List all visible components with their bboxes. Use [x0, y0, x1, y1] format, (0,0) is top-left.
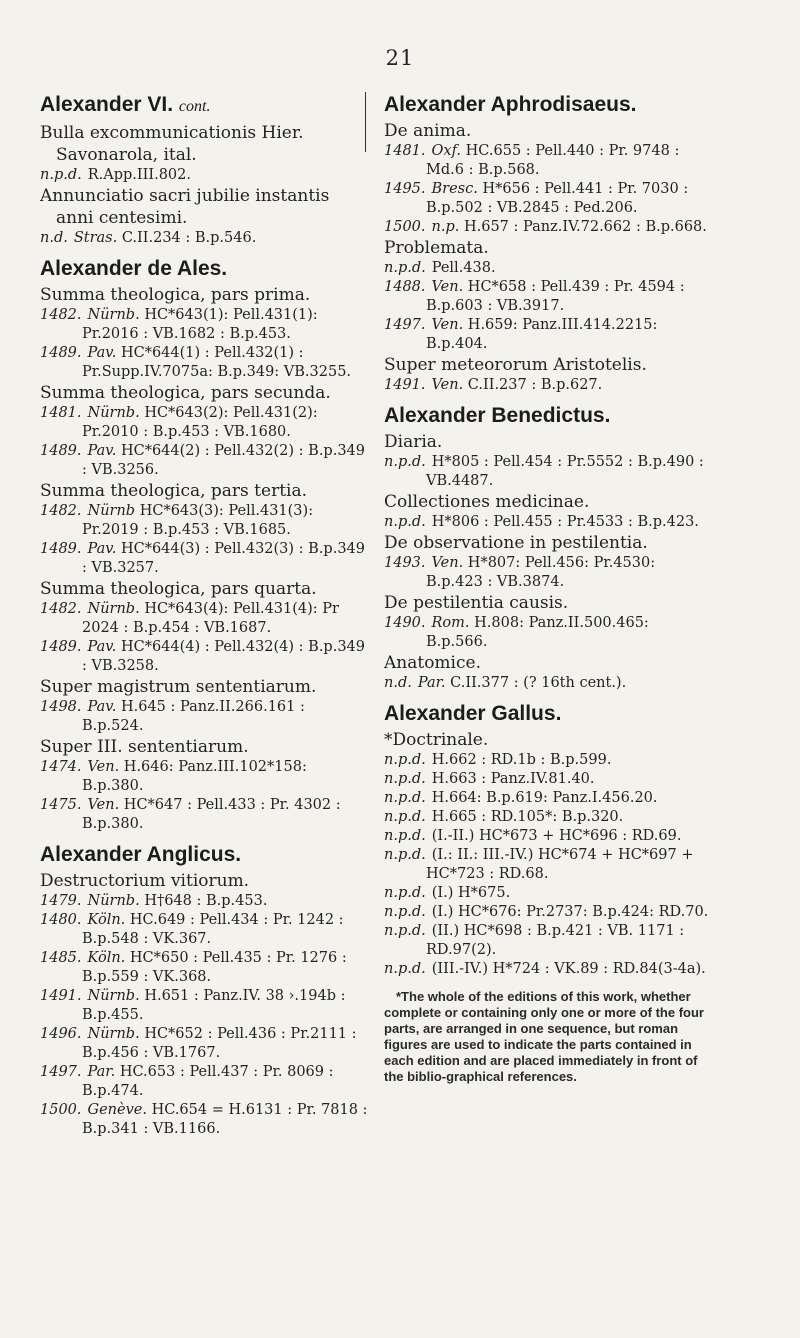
edition-date: n.p.d. [384, 454, 426, 470]
edition-refs: H*806 : Pell.455 : Pr.4533 : B.p.423. [431, 514, 699, 530]
work-title: Summa theologica, pars quarta. [40, 579, 317, 599]
work-title: Collectiones medicinae. [384, 492, 590, 512]
edition-place: Pav. [87, 541, 117, 557]
edition-place: Nürnb. [87, 405, 140, 421]
edition-refs: HC*644(1) : Pell.432(1) : Pr.Supp.IV.7075a: B.p.349: VB.3255. [82, 345, 352, 380]
edition-date: 1489. [40, 345, 82, 361]
work-title: Diaria. [384, 432, 443, 452]
author-name: Alexander de Ales. [40, 257, 228, 280]
edition-refs: HC*652 : Pell.436 : Pr.2111 : B.p.456 : VB.1767. [82, 1026, 357, 1061]
edition-refs: H.664: B.p.619: Panz.I.456.20. [431, 790, 658, 806]
work-title: Super magistrum sententiarum. [40, 677, 317, 697]
edition-date: 1474. [40, 759, 82, 775]
edition-place: Pav. [87, 443, 117, 459]
work-title: De pestilentia causis. [384, 593, 569, 613]
edition-refs: C.II.237 : B.p.627. [467, 377, 603, 393]
edition-date: 1497. [40, 1064, 82, 1080]
edition-entry [40, 344, 370, 382]
edition-entry [40, 166, 370, 185]
edition-entry [40, 1101, 370, 1139]
edition-date: 1500. [40, 1102, 82, 1118]
edition-entry [40, 1025, 370, 1063]
edition-entry [384, 259, 714, 278]
edition-entry [384, 827, 714, 846]
edition-refs: H*805 : Pell.454 : Pr.5552 : B.p.490 : VB.4487. [426, 454, 704, 489]
edition-refs: HC*658 : Pell.439 : Pr. 4594 : B.p.603 : VB.3917. [426, 279, 685, 314]
edition-date: 1489. [40, 541, 82, 557]
edition-refs: H.808: Panz.II.500.465: B.p.566. [426, 615, 649, 650]
edition-date: 1500. [384, 219, 426, 235]
author-heading [384, 699, 714, 729]
edition-refs: (I.) H*675. [431, 885, 511, 901]
edition-refs: H.665 : RD.105*: B.p.320. [431, 809, 624, 825]
edition-entry [40, 540, 370, 578]
edition-date: n.p.d. [384, 771, 426, 787]
edition-refs: H*807: Pell.456: Pr.4530: B.p.423 : VB.3874. [426, 555, 656, 590]
author-name: Alexander Aphrodisaeus. [384, 93, 637, 116]
edition-entry [384, 554, 714, 592]
edition-place: Ven. [87, 759, 120, 775]
edition-entry [40, 306, 370, 344]
work-title: *Doctrinale. [384, 730, 489, 750]
edition-entry [40, 1063, 370, 1101]
edition-refs: HC.655 : Pell.440 : Pr. 9748 : Md.6 : B.p.568. [426, 143, 680, 178]
author-section [384, 699, 714, 1085]
edition-date: n.p.d. [384, 885, 426, 901]
edition-place: n.p. [431, 219, 460, 235]
edition-date: n.p.d. [384, 260, 426, 276]
edition-refs: (I.) HC*676: Pr.2737: B.p.424: RD.70. [431, 904, 709, 920]
work-title: Summa theologica, pars prima. [40, 285, 311, 305]
edition-place: Par. [417, 675, 446, 691]
edition-place: Bresc. [431, 181, 478, 197]
work-title: Bulla excommunicationis Hier. Savonarola, ital. [40, 123, 304, 165]
work-title: Destructorium vitiorum. [40, 871, 250, 891]
edition-refs: (I.-II.) HC*673 + HC*696 : RD.69. [431, 828, 682, 844]
edition-date: 1498. [40, 699, 82, 715]
edition-entry [384, 218, 714, 237]
edition-refs: HC*644(3) : Pell.432(3) : B.p.349 : VB.3257. [82, 541, 365, 576]
author-name: Alexander Gallus. [384, 702, 562, 725]
edition-date: 1497. [384, 317, 426, 333]
edition-entry [384, 789, 714, 808]
edition-entry [40, 911, 370, 949]
edition-place: Ven. [87, 797, 120, 813]
edition-refs: H.662 : RD.1b : B.p.599. [431, 752, 612, 768]
author-heading [40, 90, 370, 122]
edition-date: 1488. [384, 279, 426, 295]
edition-date: 1482. [40, 601, 82, 617]
edition-refs: Pell.438. [431, 260, 496, 276]
edition-entry [40, 404, 370, 442]
edition-refs: HC*644(2) : Pell.432(2) : B.p.349 : VB.3256. [82, 443, 365, 478]
author-section [40, 840, 370, 1139]
author-heading [40, 254, 370, 284]
edition-refs: HC*643(1): Pell.431(1): Pr.2016 : VB.1682 : B.p.453. [82, 307, 318, 342]
edition-place: Pav. [87, 639, 117, 655]
edition-refs: H.659: Panz.III.414.2215: B.p.404. [426, 317, 658, 352]
edition-date: n.p.d. [384, 790, 426, 806]
edition-refs: HC*650 : Pell.435 : Pr. 1276 : B.p.559 : VK.368. [82, 950, 347, 985]
edition-refs: (III.-IV.) H*724 : VK.89 : RD.84(3-4a). [431, 961, 706, 977]
edition-entry [384, 922, 714, 960]
edition-date: 1489. [40, 443, 82, 459]
edition-place: Nürnb. [87, 307, 140, 323]
edition-refs: HC*644(4) : Pell.432(4) : B.p.349 : VB.3258. [82, 639, 365, 674]
work-title: De observatione in pestilentia. [384, 533, 648, 553]
edition-date: n.p.d. [384, 847, 426, 863]
edition-place: Genève. [87, 1102, 147, 1118]
footnote: *The whole of the editions of this work, whether complete or containing only one or more of the four parts, are arranged in one sequence, but roman figures are used to indicate the parts contained in each edition and are placed immediately in front of the biblio-graphical references. [384, 989, 704, 1084]
edition-date: n.p.d. [384, 904, 426, 920]
edition-date: n.p.d. [384, 828, 426, 844]
edition-refs: H†648 : B.p.453. [144, 893, 268, 909]
edition-refs: C.II.234 : B.p.546. [121, 230, 257, 246]
author-section [40, 254, 370, 834]
edition-entry [40, 442, 370, 480]
work-title: Summa theologica, pars tertia. [40, 481, 308, 501]
edition-entry [384, 770, 714, 789]
edition-place: Köln. [87, 912, 126, 928]
edition-refs: H.657 : Panz.IV.72.662 : B.p.668. [463, 219, 707, 235]
edition-entry [40, 758, 370, 796]
edition-entry [384, 513, 714, 532]
edition-place: Pav. [87, 345, 117, 361]
edition-date: n.d. [40, 230, 68, 246]
edition-refs: H*656 : Pell.441 : Pr. 7030 : B.p.502 : VB.2845 : Ped.206. [426, 181, 689, 216]
edition-date: n.p.d. [384, 752, 426, 768]
author-heading [384, 401, 714, 431]
edition-entry [40, 638, 370, 676]
work-title: Anatomice. [384, 653, 481, 673]
edition-entry [384, 674, 714, 693]
edition-date: n.p.d. [384, 923, 426, 939]
edition-place: Ven. [431, 377, 464, 393]
edition-entry [384, 278, 714, 316]
edition-refs: H.645 : Panz.II.266.161 : B.p.524. [82, 699, 305, 734]
edition-place: Nürnb. [87, 601, 140, 617]
edition-date: 1475. [40, 797, 82, 813]
edition-date: 1480. [40, 912, 82, 928]
author-heading [384, 90, 714, 120]
edition-refs: HC.653 : Pell.437 : Pr. 8069 : B.p.474. [82, 1064, 334, 1099]
edition-refs: HC.649 : Pell.434 : Pr. 1242 : B.p.548 : VK.367. [82, 912, 344, 947]
edition-place: Rom. [431, 615, 470, 631]
edition-date: 1481. [40, 405, 82, 421]
edition-place: Ven. [431, 279, 464, 295]
work-title: Problemata. [384, 238, 489, 258]
author-section [384, 90, 714, 395]
edition-place: Stras. [73, 230, 118, 246]
author-name: Alexander Anglicus. [40, 843, 242, 866]
edition-place: Ven. [431, 317, 464, 333]
edition-date: 1496. [40, 1026, 82, 1042]
edition-date: n.p.d. [384, 809, 426, 825]
edition-place: Pav. [87, 699, 117, 715]
edition-entry [384, 960, 714, 979]
edition-place: Oxf. [431, 143, 462, 159]
edition-entry [384, 376, 714, 395]
work-title: De anima. [384, 121, 472, 141]
author-name: Alexander Benedictus. [384, 404, 611, 427]
edition-entry [40, 229, 370, 248]
edition-entry [384, 614, 714, 652]
edition-date: 1482. [40, 503, 82, 519]
author-heading [40, 840, 370, 870]
edition-date: 1481. [384, 143, 426, 159]
edition-entry [384, 884, 714, 903]
edition-entry [384, 180, 714, 218]
work-title: Annunciatio sacri jubilie instantis anni centesimi. [40, 186, 330, 228]
edition-refs: H.646: Panz.III.102*158: B.p.380. [82, 759, 307, 794]
edition-place: Ven. [431, 555, 464, 571]
edition-entry [40, 600, 370, 638]
edition-entry [384, 316, 714, 354]
edition-date: 1485. [40, 950, 82, 966]
edition-place: Nürnb. [87, 988, 140, 1004]
edition-date: 1479. [40, 893, 82, 909]
edition-entry [384, 846, 714, 884]
right-column [384, 90, 714, 1091]
edition-date: n.p.d. [384, 961, 426, 977]
edition-refs: R.App.III.802. [87, 167, 191, 183]
edition-place: Nürnb. [87, 1026, 140, 1042]
edition-refs: HC*643(4): Pell.431(4): Pr 2024 : B.p.454 : VB.1687. [82, 601, 339, 636]
edition-entry [384, 751, 714, 770]
edition-entry [40, 987, 370, 1025]
edition-date: n.p.d. [40, 167, 82, 183]
edition-refs: HC*647 : Pell.433 : Pr. 4302 : B.p.380. [82, 797, 341, 832]
heading-suffix: cont. [178, 98, 211, 115]
edition-place: Köln. [87, 950, 126, 966]
edition-date: 1493. [384, 555, 426, 571]
author-name: Alexander VI. [40, 93, 174, 116]
edition-date: 1489. [40, 639, 82, 655]
edition-entry [40, 698, 370, 736]
work-title: Summa theologica, pars secunda. [40, 383, 331, 403]
work-title: Super meteororum Aristotelis. [384, 355, 647, 375]
edition-entry [384, 808, 714, 827]
edition-entry [384, 903, 714, 922]
left-column [40, 90, 370, 1145]
edition-date: n.d. [384, 675, 412, 691]
edition-entry [40, 502, 370, 540]
edition-date: n.p.d. [384, 514, 426, 530]
edition-refs: (II.) HC*698 : B.p.421 : VB. 1171 : RD.97(2). [426, 923, 685, 958]
edition-date: 1482. [40, 307, 82, 323]
edition-date: 1495. [384, 181, 426, 197]
edition-refs: C.II.377 : (? 16th cent.). [450, 675, 627, 691]
edition-entry [40, 892, 370, 911]
author-section [40, 90, 370, 248]
edition-date: 1491. [40, 988, 82, 1004]
edition-refs: H.663 : Panz.IV.81.40. [431, 771, 595, 787]
work-title: Super III. sententiarum. [40, 737, 249, 757]
edition-date: 1490. [384, 615, 426, 631]
edition-entry [384, 142, 714, 180]
edition-place: Nürnb. [87, 893, 140, 909]
edition-entry [40, 949, 370, 987]
edition-entry [40, 796, 370, 834]
edition-refs: (I.: II.: III.-IV.) HC*674 + HC*697 + HC*723 : RD.68. [426, 847, 694, 882]
edition-date: 1491. [384, 377, 426, 393]
edition-place: Nürnb [87, 503, 136, 519]
edition-refs: HC*643(3): Pell.431(3): Pr.2019 : B.p.453 : VB.1685. [82, 503, 314, 538]
edition-entry [384, 453, 714, 491]
edition-refs: HC.654 = H.6131 : Pr. 7818 : B.p.341 : VB.1166. [82, 1102, 368, 1137]
author-section [384, 401, 714, 693]
edition-refs: HC*643(2): Pell.431(2): Pr.2010 : B.p.453 : VB.1680. [82, 405, 318, 440]
page-number: 21 [385, 46, 415, 70]
edition-refs: H.651 : Panz.IV. 38 ›.194b : B.p.455. [82, 988, 346, 1023]
edition-place: Par. [87, 1064, 116, 1080]
